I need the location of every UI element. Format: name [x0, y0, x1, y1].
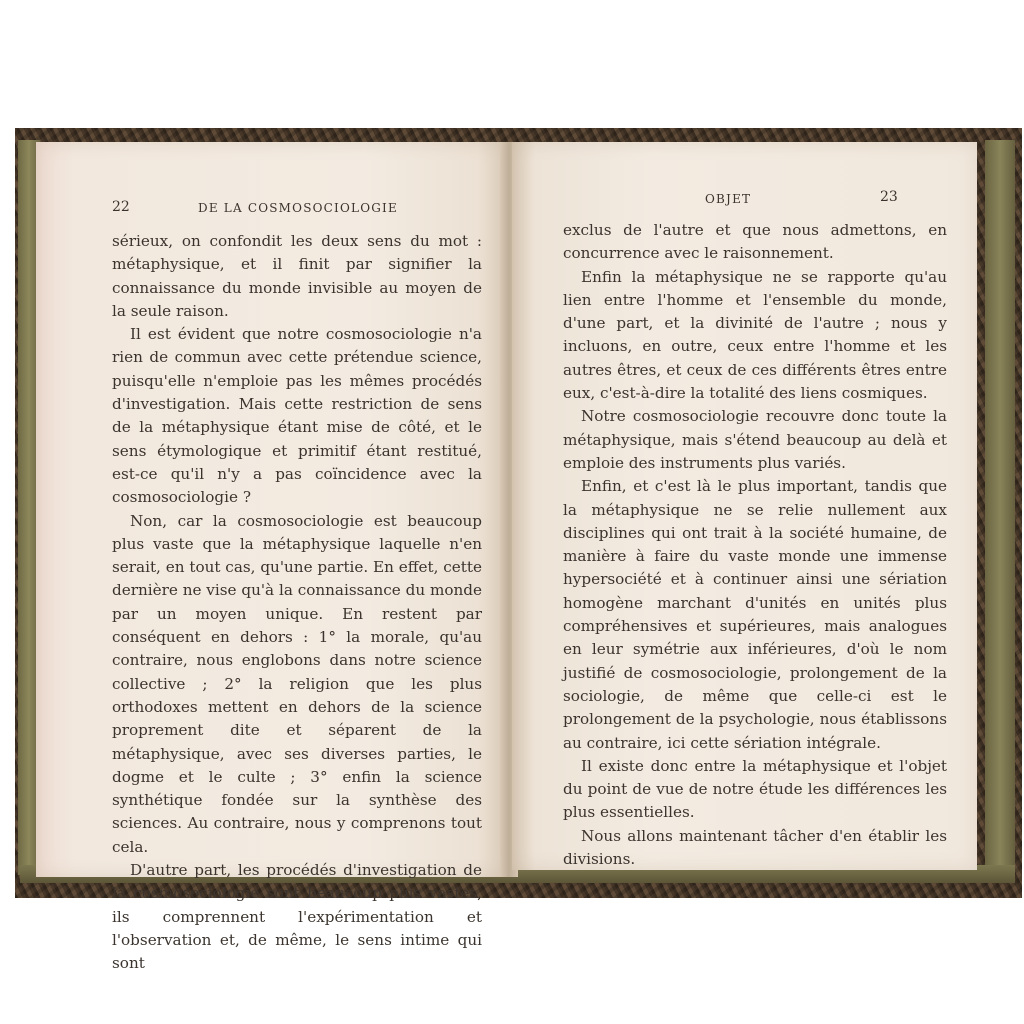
left-page-number: 22: [112, 199, 130, 215]
right-running-head: OBJET: [705, 192, 752, 206]
paragraph: Enfin la métaphysique ne se rapporte qu'au lien entre l'homme et l'ensemble du monde, d'une part, et la divinité de l'autre ; nous y incluons, en outre, ceux entre l'homme et les autres êtres, et ceux de ces différents êtres entre eux, c'est-à-dire la totalité des liens cosmiques.: [563, 267, 947, 403]
right-page-text: [563, 219, 947, 871]
paragraph: D'autre part, les procédés d'investigation de la cosmosociologie sont beaucoup plus vastes, ils comprennent l'expérimentation et l'observation et, de même, le sens intime qui sont: [112, 861, 482, 973]
paragraph: exclus de l'autre et que nous admettons, en concurrence avec le raisonnement.: [563, 221, 947, 263]
paragraph: Enfin, et c'est là le plus important, tandis que la métaphysique ne se relie nullement aux disciplines qui ont trait à la société humaine, de manière à faire du vaste monde une immense hypersociété et à continuer ainsi une sériation homogène marchant d'unités en unités plus compréhensives et supérieures, mais analogues en leur symétrie aux inférieures, d'où le nom justifié de cosmosociologie, prolongement de la sociologie, de même que celle-ci est le prolongement de la psychologie, nous établissons au contraire, ici cette sériation intégrale.: [563, 477, 947, 752]
paragraph: Nous allons maintenant tâcher d'en établir les divisions.: [563, 826, 947, 869]
paragraph: sérieux, on confondit les deux sens du mot : métaphysique, et il finit par signifier la connaissance du monde invisible au moyen de la seule raison.: [112, 232, 482, 320]
paragraph: Il existe donc entre la métaphysique et l'objet du point de vue de notre étude les différences les plus essentielles.: [563, 756, 947, 822]
left-page: [36, 142, 506, 973]
paragraph: Non, car la cosmosociologie est beaucoup plus vaste que la métaphysique laquelle n'en serait, en tout cas, qu'une partie. En effet, cette dernière ne vise qu'à la connaissance du monde par un moyen unique. En restent par conséquent en dehors : 1° la morale, qu'au contraire, nous englobons dans notre science collective ; 2° la religion que les plus orthodoxes mettent en dehors de la science proprement dite et séparent de la métaphysique, avec ses diverses parties, le dogme et le culte ; 3° enfin la science synthétique fondée sur la synthèse des sciences. Au contraire, nous y comprenons tout cela.: [112, 511, 482, 856]
left-running-head: DE LA COSMOSOCIOLOGIE: [198, 201, 398, 215]
paragraph: Il est évident que notre cosmosociologie n'a rien de commun avec cette prétendue science, puisqu'elle n'emploie pas les mêmes procédés d'investigation. Mais cette restriction de sens de la métaphysique étant mise de côté, et le sens étymologique et primitif étant restitué, est-ce qu'il n'y a pas coïncidence avec la cosmosociologie ?: [112, 325, 482, 507]
left-page-text: [112, 230, 482, 976]
cover-edge-right: [985, 140, 1015, 875]
right-page-number: 23: [880, 189, 898, 205]
right-page: [512, 142, 977, 870]
paragraph: Notre cosmosociologie recouvre donc toute la métaphysique, mais s'étend beaucoup au delà et emploie des instruments plus variés.: [563, 407, 947, 472]
